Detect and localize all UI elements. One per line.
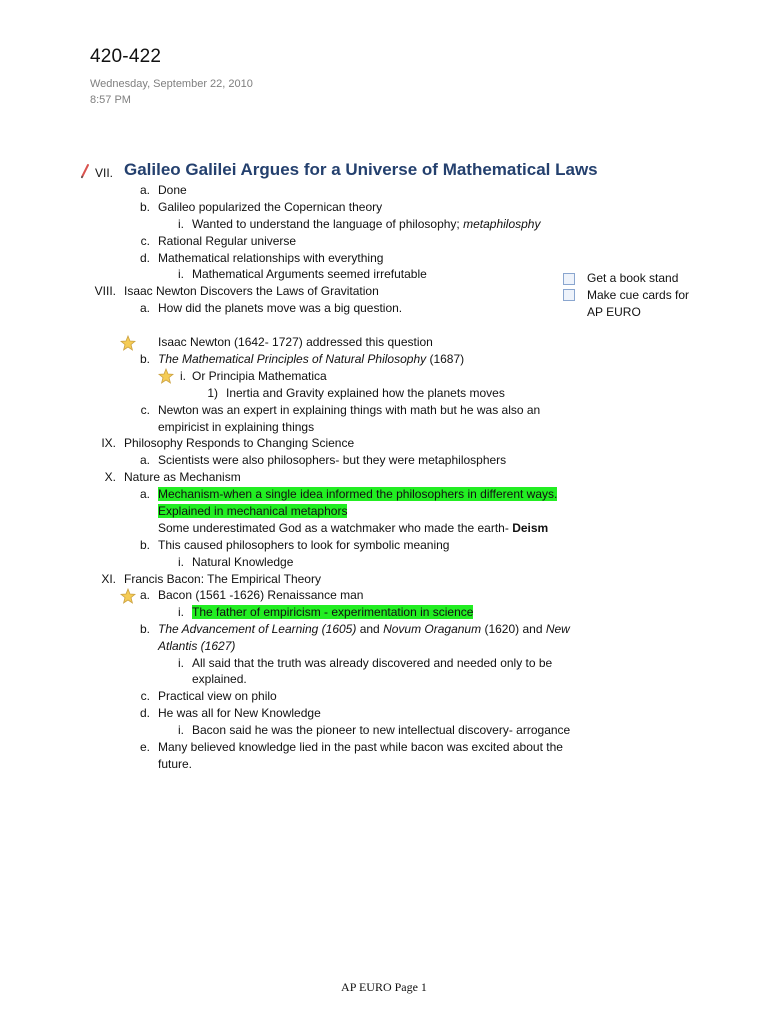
outline-item: i. Mathematical Arguments seemed irrefutable	[178, 267, 427, 281]
section-heading-viii: VIII. Isaac Newton Discovers the Laws of Gravitation	[94, 284, 379, 298]
outline-item: a. Done	[139, 183, 187, 197]
task-checkbox[interactable]	[563, 289, 575, 301]
outline-item: a. Mechanism-when a single idea informed the philosophers in different ways.	[139, 487, 558, 501]
outline-item-continued: explained.	[192, 672, 247, 686]
outline-item: d. Mathematical relationships with everything	[139, 251, 384, 265]
outline-item-continued: Atlantis (1627)	[158, 639, 236, 653]
task-item-cue-cards: Make cue cards for	[587, 288, 690, 302]
task-item-book-stand: Get a book stand	[587, 271, 679, 285]
outline-item: i. The father of empiricism - experimentation in science	[178, 605, 474, 619]
highlighted-text: The father of empiricism - experimentation in science	[192, 605, 474, 619]
page-date: Wednesday, September 22, 2010	[90, 78, 253, 90]
outline-item-continued	[158, 503, 347, 519]
outline-item-continued: Some underestimated God as a watchmaker who made the earth- Deism	[158, 521, 549, 535]
outline-item: d. He was all for New Knowledge	[139, 706, 321, 720]
section-heading-xi: XI. Francis Bacon: The Empirical Theory	[101, 572, 321, 586]
star-icon	[120, 335, 136, 351]
section-numeral-vii: VII.	[95, 166, 114, 180]
outline-item-continued: empiricist in explaining things	[158, 420, 315, 434]
section-heading-x: X. Nature as Mechanism	[104, 470, 241, 484]
task-item-continued: AP EURO	[587, 305, 641, 319]
outline-item-continued: future.	[158, 757, 193, 771]
outline-item: b. The Mathematical Principles of Natural Philosophy (1687)	[139, 352, 465, 366]
outline-item: a. How did the planets move was a big question.	[139, 301, 403, 315]
outline-item: a. Scientists were also philosophers- but they were metaphilosphers	[139, 453, 507, 467]
outline-item: b. Galileo popularized the Copernican theory	[139, 200, 383, 214]
outline-item: 1) Inertia and Gravity explained how the planets moves	[207, 386, 505, 400]
outline-item: c. Rational Regular universe	[140, 234, 297, 248]
outline-item: i. Natural Knowledge	[178, 555, 294, 569]
outline-item: Isaac Newton (1642- 1727) addressed this question	[158, 335, 433, 349]
section-heading-vii: Galileo Galilei Argues for a Universe of Mathematical Laws	[124, 160, 598, 179]
outline-item: i. Bacon said he was the pioneer to new intellectual discovery- arrogance	[178, 723, 571, 737]
outline-item: c. Practical view on philo	[140, 689, 277, 703]
outline-item: e. Many believed knowledge lied in the past while bacon was excited about the	[139, 740, 563, 754]
outline-item: i. Or Principia Mathematica	[180, 369, 327, 383]
section-heading-ix: IX. Philosophy Responds to Changing Science	[101, 436, 355, 450]
outline-item: i. All said that the truth was already discovered and needed only to be	[178, 656, 553, 670]
highlighted-text: Explained in mechanical metaphors	[158, 504, 348, 518]
outline-item: a. Bacon (1561 -1626) Renaissance man	[139, 588, 364, 602]
page-footer: AP EURO Page 1	[341, 980, 427, 994]
outline-item: b. This caused philosophers to look for symbolic meaning	[139, 538, 450, 552]
pen-icon	[80, 163, 90, 179]
page-time: 8:57 PM	[90, 94, 131, 106]
outline-item: b. The Advancement of Learning (1605) and Novum Oraganum (1620) and New	[139, 622, 570, 636]
page-title: 420-422	[90, 46, 162, 67]
outline-item: i. Wanted to understand the language of philosophy; metaphilosphy	[178, 217, 541, 231]
highlighted-text: Mechanism-when a single idea informed the philosophers in different ways.	[158, 487, 558, 501]
task-checkbox[interactable]	[563, 273, 575, 285]
outline-item: c. Newton was an expert in explaining things with math but he was also an	[140, 403, 541, 417]
